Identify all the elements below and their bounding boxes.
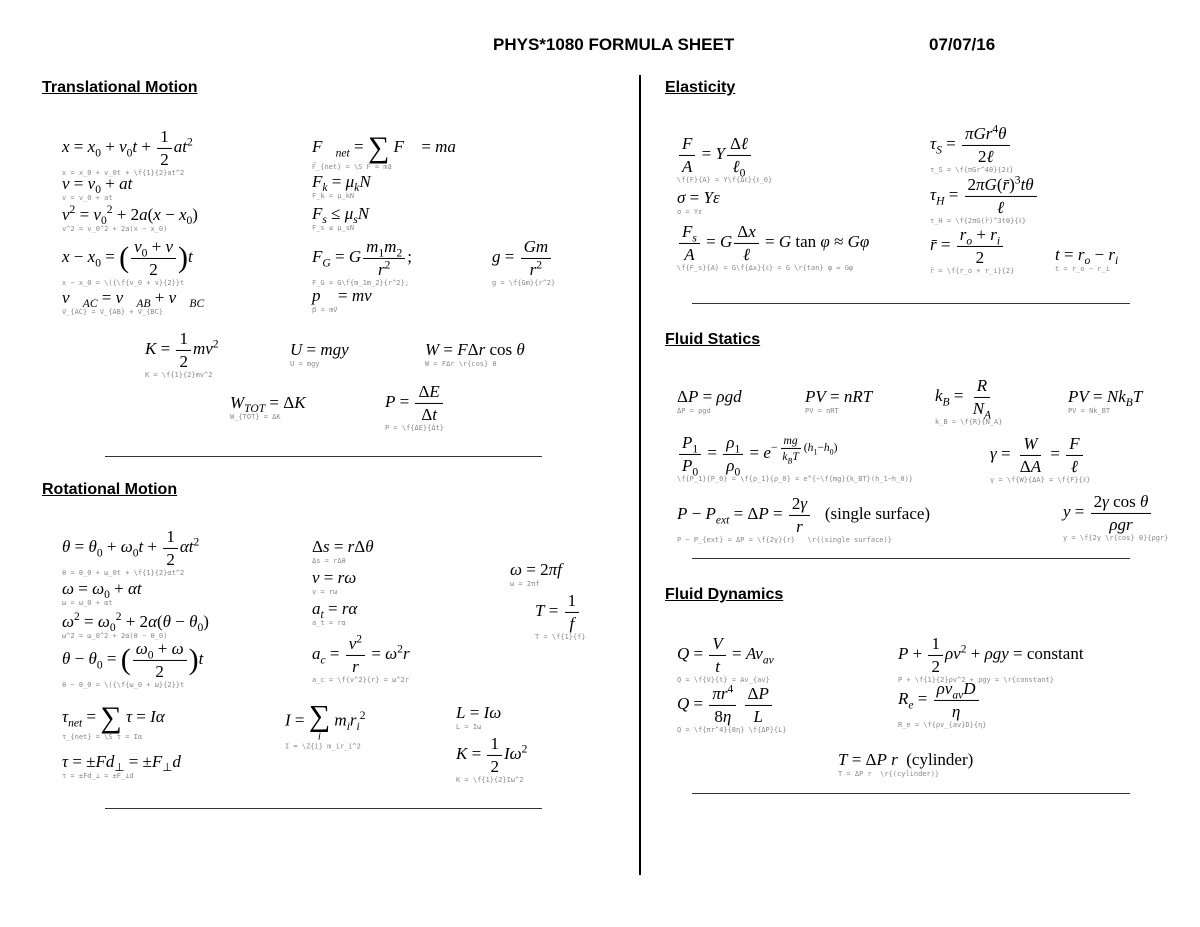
fraction: $\frac{P_1}{P_0}$ xyxy=(679,433,701,475)
fraction: $\frac{\pi Gr^4\theta}{\text{2ℓ}}$ xyxy=(962,124,1010,166)
formula-math: $\tau = \pm Fd_\perp = \pm F_\perp d$ xyxy=(62,751,181,775)
formula-angular-velocity xyxy=(62,578,142,608)
formula-math: $F⃗_{net}$ = ∑ F⃗ = ma⃗ xyxy=(312,131,470,164)
formula-math: L = Iω xyxy=(456,702,502,722)
formula-boltzmann xyxy=(935,375,1003,427)
formula-math: $v^2 = v_0^2 + 2a(x - x_0)$ xyxy=(62,203,198,228)
formula-math: $F_k = \mu_kN$ xyxy=(312,171,371,195)
formula-math: y = $\frac{\text{2γ cos θ}}{\text{ρgr}}$ xyxy=(1063,502,1153,521)
formula-velocity xyxy=(62,173,133,203)
heading-fluid-dynamics: Fluid Dynamics xyxy=(665,586,784,603)
formula-math: γ = $\frac{W}{\Delta A}$ = $\frac{F}{\text{ℓ}}$ xyxy=(990,444,1085,463)
fraction: $\frac{\text{Δℓ}}{\ell_0}$ xyxy=(727,134,751,176)
formula-math: v = rω xyxy=(312,567,357,587)
formula-text: a_c = \f{v^2}{r} = ω^2r xyxy=(312,676,409,685)
formula-text: F⃗_{net} = \S F⃗ = ma⃗ xyxy=(312,163,392,171)
formula-text: t = r_o − r_i xyxy=(1055,265,1110,274)
formula-text: K = \f{1}{2}mv^2 xyxy=(145,371,213,380)
formula-text: Q = \f{πr^4}{8η} \f{ΔP}{L} xyxy=(677,726,787,735)
fraction: $\frac{2\gamma}{r}$ xyxy=(789,494,810,536)
section-divider xyxy=(692,793,1130,794)
formula-text: x − x_0 = \({\f{v_0 + v}{2}}t xyxy=(62,279,185,288)
formula-math: $W_{TOT} = \Delta K$ xyxy=(230,392,306,416)
column-divider xyxy=(639,75,641,875)
formula-math: $F_G = G$ $\frac{m_1m_2}{r^2}$ ; xyxy=(312,236,412,279)
formula-text: K = \f{1}{2}Iω^2 xyxy=(456,776,524,785)
formula-math: $v⃗_{AC}$ = $v⃗_{AB}$ + $v⃗_{BC}$ xyxy=(62,287,205,311)
fraction: $\frac{F}{A}$ xyxy=(679,134,695,176)
formula-kinetic-friction xyxy=(312,171,371,201)
formula-math: $\frac{F}{A}$ = Y $\frac{\text{Δℓ}}{\ell_0}$ xyxy=(677,144,753,163)
formula-math: I = ∑ i $m_ir_i^2$ xyxy=(285,699,366,743)
formula-text: v^2 = v_0^2 + 2a(x − x_0) xyxy=(62,225,168,234)
heading-translational-motion: Translational Motion xyxy=(42,79,198,96)
formula-text: σ = Yε xyxy=(677,208,703,217)
sum-symbol: ∑ i xyxy=(308,699,331,743)
formula-math: $x - x_0$ = ( $\frac{v_0 + v}{2}$ )t xyxy=(62,236,193,279)
formula-text: τ = ±Fd_⊥ = ±F_⊥d xyxy=(62,772,134,781)
fraction: $\frac{r_o + r_i}{2}$ xyxy=(957,225,1003,267)
formula-math: P + $\frac{1}{2}$ $\rho v^2 + \rho gy$ = constant xyxy=(898,633,1084,676)
formula-text: ω^2 = ω_0^2 + 2α(θ − θ_0) xyxy=(62,632,168,641)
formula-angular-momentum xyxy=(456,702,502,732)
formula-hydrostatic-pressure xyxy=(677,386,742,416)
formula-math: $\omega = \omega_0 + \alpha t$ xyxy=(62,578,142,602)
formula-math: W = FΔr cos θ xyxy=(425,339,525,359)
formula-math: $t = r_o - r_i$ xyxy=(1055,244,1119,268)
formula-text: \f{F_s}{A} = G\f{Δx}{ℓ} = G \r{tan} φ ≈ Gφ xyxy=(677,264,854,273)
formula-math: $k_B$ = $\frac{R}{N_A}$ xyxy=(935,386,996,405)
formula-arc-length xyxy=(312,536,374,566)
formula-math: σ = Yε xyxy=(677,187,720,207)
formula-laplace-pressure xyxy=(677,493,931,545)
formula-moment-of-inertia xyxy=(285,699,366,751)
formula-angle xyxy=(62,526,200,578)
formula-math: $F_s \le \mu_sN$ xyxy=(312,203,370,227)
fraction: $\frac{\rho_1}{\rho_0}$ xyxy=(723,433,743,475)
formula-text: v = rω xyxy=(312,588,338,597)
formula-work-energy xyxy=(230,392,306,422)
sum-symbol: ∑ xyxy=(100,701,122,734)
formula-centripetal-accel xyxy=(312,632,410,685)
formula-relative-velocity xyxy=(62,287,205,317)
formula-text: ΔP = ρgd xyxy=(677,407,711,416)
formula-text: W_{TOT} = ΔK xyxy=(230,413,281,422)
fraction: $\frac{2\pi G(r̄)^3t\theta}{\text{ℓ}}$ xyxy=(965,175,1037,217)
formula-math: ΔP = ρgd xyxy=(677,386,742,406)
formula-math: $\omega^2 = \omega_0^2 + 2\alpha(\theta - \theta_0)$ xyxy=(62,610,209,635)
formula-tangential-accel xyxy=(312,598,358,628)
formula-flow-rate xyxy=(677,633,774,685)
formula-text: W = FΔr \r{cos} θ xyxy=(425,360,497,369)
fraction: $\frac{v_0 + v}{2}$ xyxy=(131,237,176,279)
formula-text: T = ΔP r \r{(cylinder)} xyxy=(838,770,940,779)
formula-text: y = \f{2γ \r{cos} θ}{ρgr} xyxy=(1063,534,1169,543)
formula-displacement xyxy=(62,236,193,288)
fraction: $\frac{1}{2}$ xyxy=(176,329,191,371)
formula-math: Q = $\frac{\pi r^4}{8\eta}$ $\frac{\Delta P}{L}$ xyxy=(677,694,774,713)
section-divider xyxy=(692,303,1130,304)
formula-mean-radius xyxy=(930,224,1015,276)
formula-kinetic-energy xyxy=(145,328,219,380)
fraction: $\frac{R}{N_A}$ xyxy=(972,375,992,421)
formula-math: PV = $Nk_BT$ xyxy=(1068,386,1143,410)
formula-text: a_t = rα xyxy=(312,619,346,628)
formula-math: U = mgy xyxy=(290,339,349,359)
formula-math: $v = v_0$ + at xyxy=(62,173,133,197)
formula-math: $R_e$ = $\frac{\rho v_{av}D}{\eta}$ xyxy=(898,689,981,708)
section-divider xyxy=(692,558,1130,559)
formula-text: r̄ = \f{r_o + r_i}{2} xyxy=(930,267,1015,276)
formula-text: Q = \f{V}{t} = Av_{av} xyxy=(677,676,770,685)
fraction: $\frac{\Delta E}{\Delta t}$ xyxy=(415,382,442,424)
formula-text: R_e = \f{ρv_{av}D}{η} xyxy=(898,721,987,730)
formula-text: T = \f{1}{f} xyxy=(535,633,586,642)
formula-stress xyxy=(677,187,720,217)
formula-text: P + \f{1}{2}ρv^2 + ρgy = \r{constant} xyxy=(898,676,1054,685)
fraction: $\frac{mg}{k_BT}$ xyxy=(782,433,799,466)
formula-rotational-ke xyxy=(456,733,528,785)
formula-angular-frequency xyxy=(510,559,562,589)
formula-text: PV = Nk_BT xyxy=(1068,407,1111,416)
formula-velocity-squared xyxy=(62,203,198,234)
formula-text: k_B = \f{R}{N_A} xyxy=(935,418,1003,427)
sheet-title: PHYS*1080 FORMULA SHEET xyxy=(493,35,735,54)
fraction: $\frac{1}{2}$ xyxy=(487,734,502,776)
formula-math: r̄ = $\frac{r_o + r_i}{2}$ xyxy=(930,235,1005,254)
formula-momentum xyxy=(312,285,385,315)
formula-text: Δs = rΔθ xyxy=(312,557,346,566)
formula-position xyxy=(62,126,193,178)
fraction: $\frac{1}{2}$ xyxy=(157,127,172,169)
formula-math: $\theta - \theta_0$ = ( $\frac{\omega_0 + \omega}{2}$ )t xyxy=(62,638,204,681)
formula-text: \f{F}{A} = Y\f{Δℓ}{ℓ_0} xyxy=(677,176,773,185)
formula-math: p⃗ = mv⃗ xyxy=(312,285,385,305)
formula-text: θ = θ_0 + ω_0t + \f{1}{2}αt^2 xyxy=(62,569,185,578)
formula-text: τ_H = \f{2πG(r̄)^3tθ}{ℓ} xyxy=(930,217,1027,226)
formula-math: $\tau_{net}$ = ∑ τ = Iα xyxy=(62,701,165,734)
formula-math: K = $\frac{1}{2}$ $I\omega^2$ xyxy=(456,733,528,776)
formula-gravity-accel xyxy=(492,236,556,288)
formula-youngs-modulus xyxy=(677,133,773,185)
fraction: $\frac{v^2}{r}$ xyxy=(346,634,365,676)
formula-text: γ = \f{W}{ΔA} = \f{F}{ℓ} xyxy=(990,476,1091,485)
formula-text: P = \f{ΔE}{Δt} xyxy=(385,424,445,433)
formula-math: $x = x_0 + v_0t$ + $\frac{1}{2}$ $at^2$ xyxy=(62,126,193,169)
formula-ideal-gas-molecular xyxy=(1068,386,1143,416)
formula-poiseuille xyxy=(677,682,787,735)
formula-text: I = \Z{i} m_ir_i^2 xyxy=(285,742,361,751)
formula-text: v⃗_{AC} = v⃗_{AB} + v⃗_{BC} xyxy=(62,308,163,317)
fraction: $\frac{m_1m_2}{r^2}$ xyxy=(363,237,405,279)
formula-text: P − P_{ext} = ΔP = \f{2γ}{r} \r{(single surface)} xyxy=(677,536,892,545)
formula-math: P = $\frac{\Delta E}{\Delta t}$ xyxy=(385,392,445,411)
formula-text: \f{P_1}{P_0} = \f{ρ_1}{ρ_0} = e^{−\f{mg}{k_BT}(h_1−h_0)} xyxy=(677,475,914,484)
formula-math: $\tau_H$ = $\frac{2\pi G(r̄)^3t\theta}{\text{ℓ}}$ xyxy=(930,185,1039,204)
formula-text: p⃗ = mv⃗ xyxy=(312,306,338,315)
formula-ideal-gas xyxy=(805,386,873,416)
fraction: $\frac{\rho v_{av}D}{\eta}$ xyxy=(934,679,979,721)
formula-math: $\frac{F_s}{A}$ = G $\frac{\Delta x}{\text{ℓ}}$ = G tan φ ≈ Gφ xyxy=(677,232,869,251)
formula-potential-energy xyxy=(290,339,349,369)
formula-text: g = \f{Gm}{r^2} xyxy=(492,279,556,288)
fraction: $\frac{Gm}{r^2}$ xyxy=(521,237,552,279)
formula-shear xyxy=(677,221,870,273)
formula-angular-velocity-squared xyxy=(62,610,209,641)
fraction: $\frac{F}{\text{ℓ}}$ xyxy=(1066,434,1082,476)
formula-math: T = $\frac{1}{f}$ xyxy=(535,601,581,620)
fraction: $\frac{W}{\Delta A}$ xyxy=(1019,433,1042,476)
heading-fluid-statics: Fluid Statics xyxy=(665,331,761,348)
formula-power xyxy=(385,381,445,433)
formula-math: $\tau_S$ = $\frac{\pi Gr^4\theta}{\text{2ℓ}}$ xyxy=(930,134,1012,153)
formula-viscous-torque xyxy=(838,749,974,779)
heading-rotational-motion: Rotational Motion xyxy=(42,481,178,498)
fraction: $\frac{V}{t}$ xyxy=(709,634,725,676)
formula-math: ω = 2πf xyxy=(510,559,562,579)
formula-math: PV = nRT xyxy=(805,386,873,406)
sheet-date: 07/07/16 xyxy=(929,35,996,54)
section-divider xyxy=(105,456,542,457)
formula-torque-solid xyxy=(930,122,1014,175)
formula-tangential-velocity xyxy=(312,567,357,597)
section-divider xyxy=(105,808,542,809)
heading-elasticity: Elasticity xyxy=(665,79,736,96)
formula-net-torque xyxy=(62,701,165,741)
formula-math: g = $\frac{Gm}{r^2}$ xyxy=(492,247,553,266)
formula-math: K = $\frac{1}{2}$ $mv^2$ xyxy=(145,328,219,371)
fraction: $\frac{F_s}{A}$ xyxy=(679,222,700,264)
fraction: $\frac{1}{2}$ xyxy=(928,634,943,676)
formula-text: F_k = μ_kN xyxy=(312,192,355,201)
formula-math: $P - P_{ext} = \Delta P$ = $\frac{2\gamma}{r}$ (single surface) xyxy=(677,493,931,536)
formula-text: ω = 2πf xyxy=(510,580,540,589)
formula-text: τ_S = \f{πGr^4θ}{2ℓ} xyxy=(930,166,1014,175)
fraction: $\frac{\Delta x}{\text{ℓ}}$ xyxy=(734,222,758,264)
formula-math: $\theta = \theta_0 + \omega_0t$ + $\frac{1}{2}$ $\alpha t^2$ xyxy=(62,526,200,569)
formula-math: $a_t = r\alpha$ xyxy=(312,598,358,622)
formula-angular-displacement xyxy=(62,638,204,690)
fraction: $\frac{\pi r^4}{8\eta}$ xyxy=(709,684,736,726)
formula-gravity-force xyxy=(312,236,412,288)
fraction: $\frac{1}{2}$ xyxy=(163,527,178,569)
sum-symbol: ∑ xyxy=(367,131,390,164)
formula-math: Δs = rΔθ xyxy=(312,536,374,556)
formula-net-force xyxy=(312,131,470,171)
formula-text: ω = ω_0 + αt xyxy=(62,599,113,608)
formula-text: x = x_0 + v_0t + \f{1}{2}at^2 xyxy=(62,169,185,178)
formula-text: U = mgy xyxy=(290,360,320,369)
formula-static-friction xyxy=(312,203,370,233)
formula-torque xyxy=(62,751,181,781)
formula-text: F_s ≤ μ_sN xyxy=(312,224,355,233)
formula-torque-hollow xyxy=(930,173,1039,226)
formula-text: τ_{net} = \S τ = Iα xyxy=(62,733,143,741)
formula-text: PV = nRT xyxy=(805,407,839,416)
fraction: $\frac{\omega_0 + \omega}{2}$ xyxy=(133,639,187,681)
formula-math: T = ΔP r (cylinder) xyxy=(838,749,974,769)
formula-thickness xyxy=(1055,244,1119,274)
formula-reynolds xyxy=(898,678,987,730)
formula-work xyxy=(425,339,525,369)
formula-capillary-rise xyxy=(1063,491,1169,543)
formula-math: Q = $\frac{V}{t}$ = $Av_{av}$ xyxy=(677,633,774,676)
formula-barometric xyxy=(677,432,914,484)
formula-text: θ − θ_0 = \({\f{ω_0 + ω}{2}}t xyxy=(62,681,185,690)
fraction: $\frac{\text{2γ cos θ}}{\text{ρgr}}$ xyxy=(1091,492,1152,534)
formula-math: $\frac{P_1}{P_0}$ = $\frac{\rho_1}{\rho_0}$ = $e^{- \frac{mg}{k_BT} (h_1-h_0)}$ xyxy=(677,443,837,462)
formula-math: $a_c$ = $\frac{v^2}{r}$ = $\omega^2r$ xyxy=(312,632,410,676)
formula-surface-tension xyxy=(990,433,1091,485)
fraction: $\frac{1}{f}$ xyxy=(565,591,580,633)
formula-text: F_G = G\f{m_1m_2}{r^2}; xyxy=(312,279,409,288)
formula-period xyxy=(535,590,586,642)
formula-text: v = v_0 + at xyxy=(62,194,113,203)
formula-text: L = Iω xyxy=(456,723,482,732)
formula-bernoulli xyxy=(898,633,1084,685)
fraction: $\frac{\Delta P}{L}$ xyxy=(745,684,772,726)
